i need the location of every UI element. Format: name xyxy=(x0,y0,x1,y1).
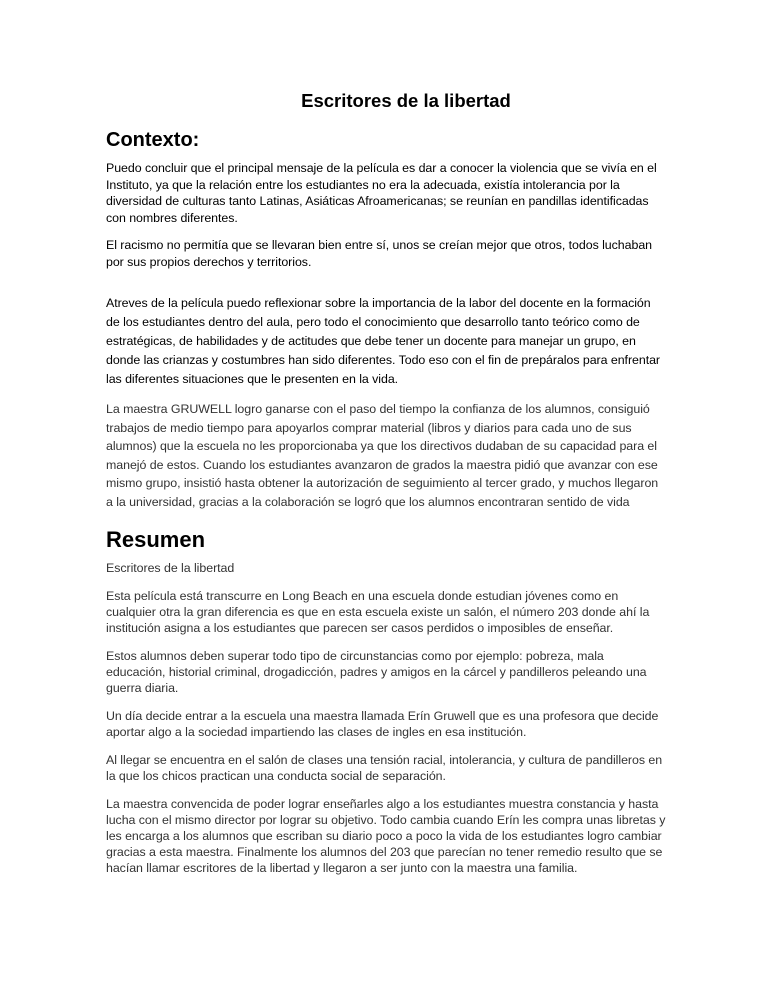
document-body xyxy=(106,88,666,876)
page-title: Escritores de la libertad xyxy=(301,90,511,111)
summary-paragraph: Al llegar se encuentra en el salón de clases una tensión racial, intolerancia, y cultura de pandilleros en la que los chicos practican una conducta social de separación. xyxy=(106,752,663,783)
summary-paragraph: Un día decide entrar a la escuela una maestra llamada Erín Gruwell que es una profesora que decide aportar algo a la sociedad impartiendo las clases de ingles en esa institución. xyxy=(106,708,659,739)
summary-paragraph: Esta película está transcurre en Long Beach en una escuela donde estudian jóvenes como en cualquier otra la gran diferencia es que en esta escuela existe un salón, el número 203 donde ahí la institución asigna a los estudiantes que parecen ser casos perdidos o imposibles de enseñar. xyxy=(106,588,650,635)
context-paragraph: Puedo concluir que el principal mensaje de la película es dar a conocer la violencia que se vivía en el Instituto, ya que la relación entre los estudiantes no era la adecuada, existía intolerancia por la diversidad de culturas tanto Latinas, Asiáticas Afroamericanas; se reunían en pandillas identificadas con nombres diferentes. xyxy=(106,161,657,225)
summary-heading: Resumen xyxy=(106,526,206,552)
context-paragraph: Atreves de la película puedo reflexionar sobre la importancia de la labor del docente en la formación de los estudiantes dentro del aula, pero todo el conocimiento que desarrollo tanto teórico como de estratégicas, de habilidades y de actitudes que debe tener un docente para manejar un grupo, en donde las crianzas y costumbres han sido diferentes. Todo eso con el fin de prepáralos para enfrentar las diferentes situaciones que le presenten en la vida. xyxy=(106,296,661,386)
context-paragraph: La maestra GRUWELL logro ganarse con el paso del tiempo la confianza de los alumnos, consiguió trabajos de medio tiempo para apoyarlos comprar material (libros y diarios para cada uno de sus alumnos) que la escuela no les proporcionaba ya que los directivos dudaban de su capacidad para el manejó de estos. Cuando los estudiantes avanzaron de grados la maestra pidió que avanzar con ese mismo grupo, insistió hasta obtener la autorización de seguimiento al tercer grado, y muchos llegaron a la universidad, gracias a la colaboración se logró que los alumnos encontraran sentido de vida xyxy=(106,402,659,509)
context-heading: Contexto: xyxy=(106,129,200,151)
summary-paragraph: Escritores de la libertad xyxy=(106,560,235,575)
summary-paragraph: La maestra convencida de poder lograr enseñarles algo a los estudiantes muestra constancia y hasta lucha con el mismo director por lograr su objetivo. Todo cambia cuando Erín les compra unas libretas y les encarga a los alumnos que escriban su diario poco a poco la vida de los estudiantes logro cambiar gracias a esta maestra. Finalmente los alumnos del 203 que parecían no tener remedio resulto que se hacían llamar escritores de la libertad y llegaron a ser junto con la maestra una familia. xyxy=(106,796,666,875)
summary-paragraph: Estos alumnos deben superar todo tipo de circunstancias como por ejemplo: pobreza, mala educación, historial criminal, drogadicción, padres y amigos en la cárcel y pandilleros peleando una guerra diaria. xyxy=(106,648,647,695)
context-paragraph: El racismo no permitía que se llevaran bien entre sí, unos se creían mejor que otros, todos luchaban por sus propios derechos y territorios. xyxy=(106,238,652,269)
